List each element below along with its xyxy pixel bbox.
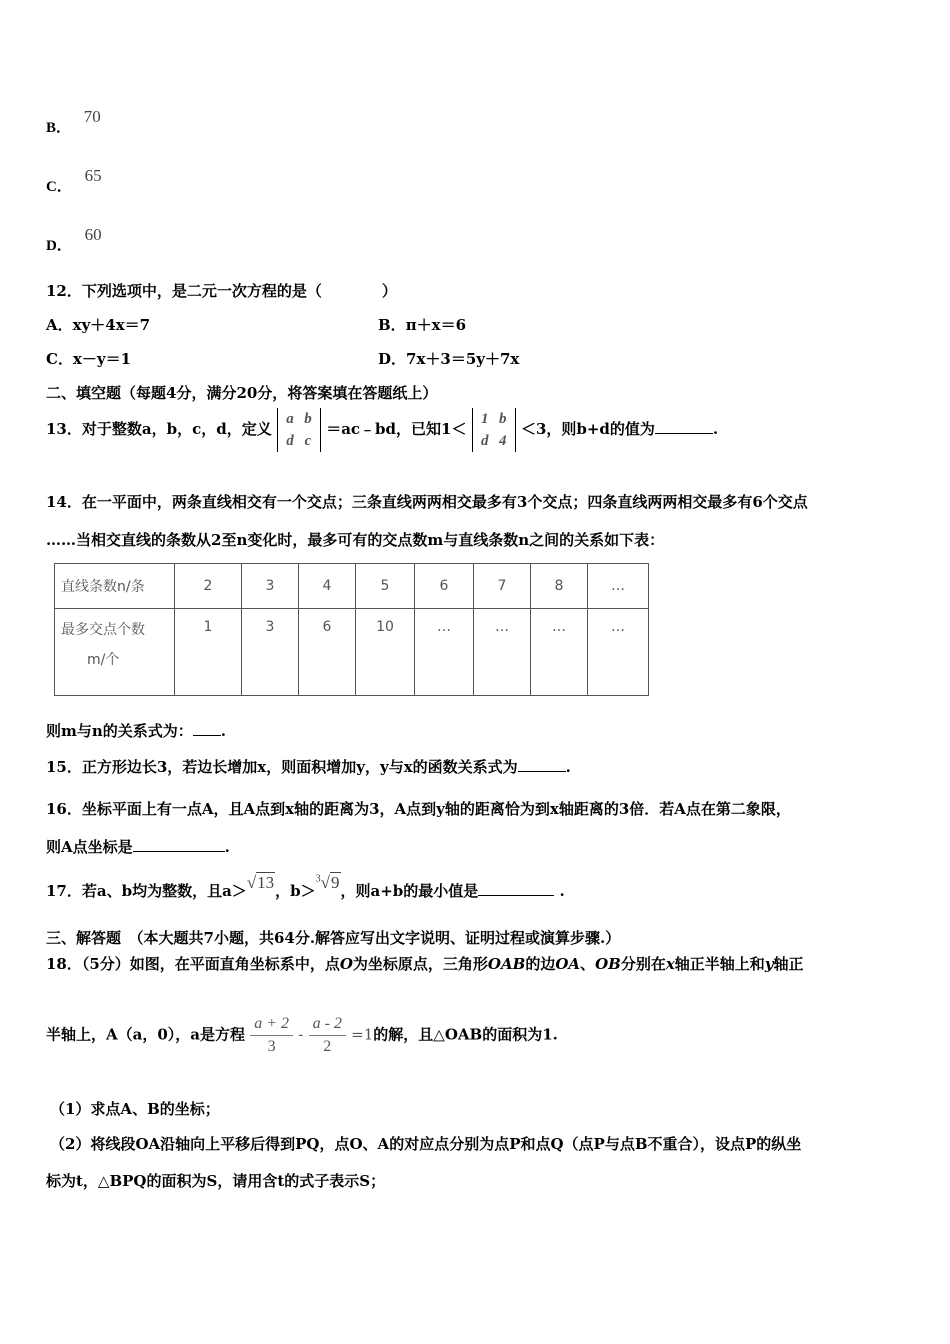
q18-var: x (665, 955, 675, 973)
q17-text-pre: 17．若a、b均为整数，且a＞ (46, 882, 247, 900)
option-letter: C． (46, 179, 72, 195)
q12-stem: 12．下列选项中，是二元一次方程的是（ ） (46, 282, 397, 300)
option-value: 70 (83, 107, 101, 126)
table-cell: 1 (175, 609, 242, 696)
option-text: x－y＝1 (72, 350, 132, 368)
table-cell: 3 (242, 564, 299, 609)
table-cell: 7 (474, 564, 531, 609)
q18-sub2-line1: （2）将线段OA沿轴向上平移后得到PQ，点O、A的对应点分别为点P和点Q（点P与点B不重合），设点P的纵坐 (50, 1135, 802, 1153)
q18-text: 、 (580, 955, 596, 973)
q13-text-pre: 13．对于整数a，b，c，d，定义 (46, 420, 272, 438)
q17-end: . (559, 882, 565, 900)
q18-var: OB (595, 955, 621, 973)
det-cell: b (498, 411, 507, 427)
q18-sub2-line2: 标为t，△BPQ的面积为S，请用含t的式子表示S； (46, 1172, 386, 1190)
cbrt-9: $^3$√9 (315, 873, 340, 892)
table-cell: 5 (356, 564, 415, 609)
table-header-line: m/个 (87, 652, 120, 668)
option-letter: B． (46, 120, 72, 136)
q13-text-mid: ＝ac﹣bd，已知1＜ (326, 420, 467, 438)
option-value: 60 (84, 225, 102, 244)
radicand: 13 (257, 873, 275, 892)
section-2-heading: 二、填空题（每题4分，满分20分，将答案填在答题纸上） (46, 384, 438, 402)
q14-end: . (220, 722, 227, 740)
sqrt-13: √13 (246, 873, 275, 892)
q13-end: . (712, 420, 719, 438)
option-text: xy＋4x＝7 (72, 316, 151, 334)
table-cell: … (531, 609, 588, 696)
table-cell: … (474, 609, 531, 696)
intersection-table (54, 563, 649, 696)
section-3-heading: 三、解答题 （本大题共7小题，共64分.解答应写出文字说明、证明过程或演算步骤.） (46, 929, 621, 947)
det-cell: 1 (480, 411, 489, 427)
answer-blank[interactable] (518, 771, 566, 772)
q14-line2: ……当相交直线的条数从2至n变化时，最多可有的交点数m与直线条数n之间的关系如下表： (46, 531, 665, 549)
minus-sign: - (298, 1025, 304, 1044)
table-row (55, 609, 649, 696)
q16-text: 则A点坐标是 (46, 838, 133, 856)
answer-blank[interactable] (133, 851, 225, 852)
q14-answer-text: 则m与n的关系式为： (46, 722, 193, 740)
option-value: 65 (84, 166, 102, 185)
q11-option-d (46, 225, 102, 255)
q18-line1 (46, 953, 804, 974)
option-letter: A． (46, 316, 73, 334)
q15 (46, 756, 571, 777)
q16-line2 (46, 836, 230, 857)
q18-line2 (46, 1013, 558, 1058)
det-cell: 4 (498, 433, 507, 449)
table-header-cell: 直线条数n/条 (55, 564, 175, 609)
q13-text-post: ＜3，则b+d的值为 (520, 420, 655, 438)
fraction-denominator: 2 (323, 1038, 332, 1055)
q18-var: OAB (487, 955, 526, 973)
fraction-denominator: 3 (267, 1038, 276, 1055)
radical-index: 3 (315, 873, 321, 885)
q17-text-mid: ，b＞ (275, 882, 316, 900)
table-cell: 2 (175, 564, 242, 609)
q14-answer (46, 720, 226, 741)
option-letter: C． (46, 350, 73, 368)
q16-line1: 16．坐标平面上有一点A，且A点到x轴的距离为3，A点到y轴的距离恰为到x轴距离的3倍．若A点在第二象限， (46, 800, 791, 818)
determinant-1bd4 (472, 408, 516, 452)
equals-one: =1 (351, 1025, 374, 1044)
q15-end: . (565, 758, 571, 776)
q18-text: 轴正半轴上和 (674, 955, 765, 973)
det-cell: d (480, 433, 489, 449)
table-cell: 6 (415, 564, 474, 609)
q18-text: 的解，且△OAB的面积为1. (373, 1025, 558, 1044)
det-cell: a (286, 411, 294, 427)
det-cell: d (286, 433, 294, 449)
table-cell: 4 (299, 564, 356, 609)
q12-option-c (46, 348, 131, 369)
table-cell: 3 (242, 609, 299, 696)
q18-var: y (764, 955, 774, 973)
option-letter: D． (378, 350, 407, 368)
table-cell: 8 (531, 564, 588, 609)
radicand: 9 (331, 873, 340, 892)
q13 (46, 408, 718, 452)
table-cell: 6 (299, 609, 356, 696)
det-cell: b (304, 411, 312, 427)
q15-text: 15．正方形边长3，若边长增加x，则面积增加y，y与x的函数关系式为 (46, 758, 518, 776)
option-letter: D． (46, 238, 72, 254)
option-text: π＋x＝6 (405, 316, 467, 334)
q18-text: 轴正 (773, 955, 804, 973)
q18-var: O (339, 955, 353, 973)
fraction-numerator: a - 2 (309, 1013, 346, 1036)
q16-end: . (224, 838, 230, 856)
table-cell: 10 (356, 609, 415, 696)
q12-option-b (378, 314, 466, 335)
q18-text: 的边 (525, 955, 556, 973)
table-cell: … (588, 564, 649, 609)
fraction-numerator: a + 2 (250, 1013, 293, 1036)
determinant-abcd (277, 408, 321, 452)
answer-blank[interactable] (193, 735, 221, 736)
q18-var: OA (555, 955, 581, 973)
answer-blank[interactable] (478, 895, 554, 896)
q14-line1: 14．在一平面中，两条直线相交有一个交点；三条直线两两相交最多有3个交点；四条直线两两相交最多有6个交点 (46, 493, 808, 511)
option-letter: B． (378, 316, 406, 334)
table-header-cell (55, 609, 175, 696)
q18-text: 18．（5分）如图，在平面直角坐标系中，点 (46, 955, 340, 973)
table-cell: … (415, 609, 474, 696)
q18-text: 半轴上，A（a，0），a是方程 (46, 1025, 246, 1044)
table-row (55, 564, 649, 609)
fraction (309, 1013, 346, 1058)
q12-option-a (46, 314, 150, 335)
fraction (250, 1013, 293, 1058)
det-cell: c (304, 433, 312, 449)
q12-option-d (378, 348, 519, 369)
option-text: 7x＋3＝5y＋7x (406, 350, 520, 368)
q18-text: 为坐标原点，三角形 (352, 955, 488, 973)
q11-option-c (46, 166, 102, 196)
q17-text-post: ，则a+b的最小值是 (340, 882, 479, 900)
table-cell: … (588, 609, 649, 696)
q18-sub1: （1）求点A、B的坐标； (50, 1100, 220, 1118)
table-header-line: 最多交点个数 (61, 622, 145, 638)
q11-option-b (46, 107, 101, 137)
answer-blank[interactable] (655, 433, 713, 434)
q17 (46, 873, 565, 901)
q18-text: 分别在 (620, 955, 666, 973)
